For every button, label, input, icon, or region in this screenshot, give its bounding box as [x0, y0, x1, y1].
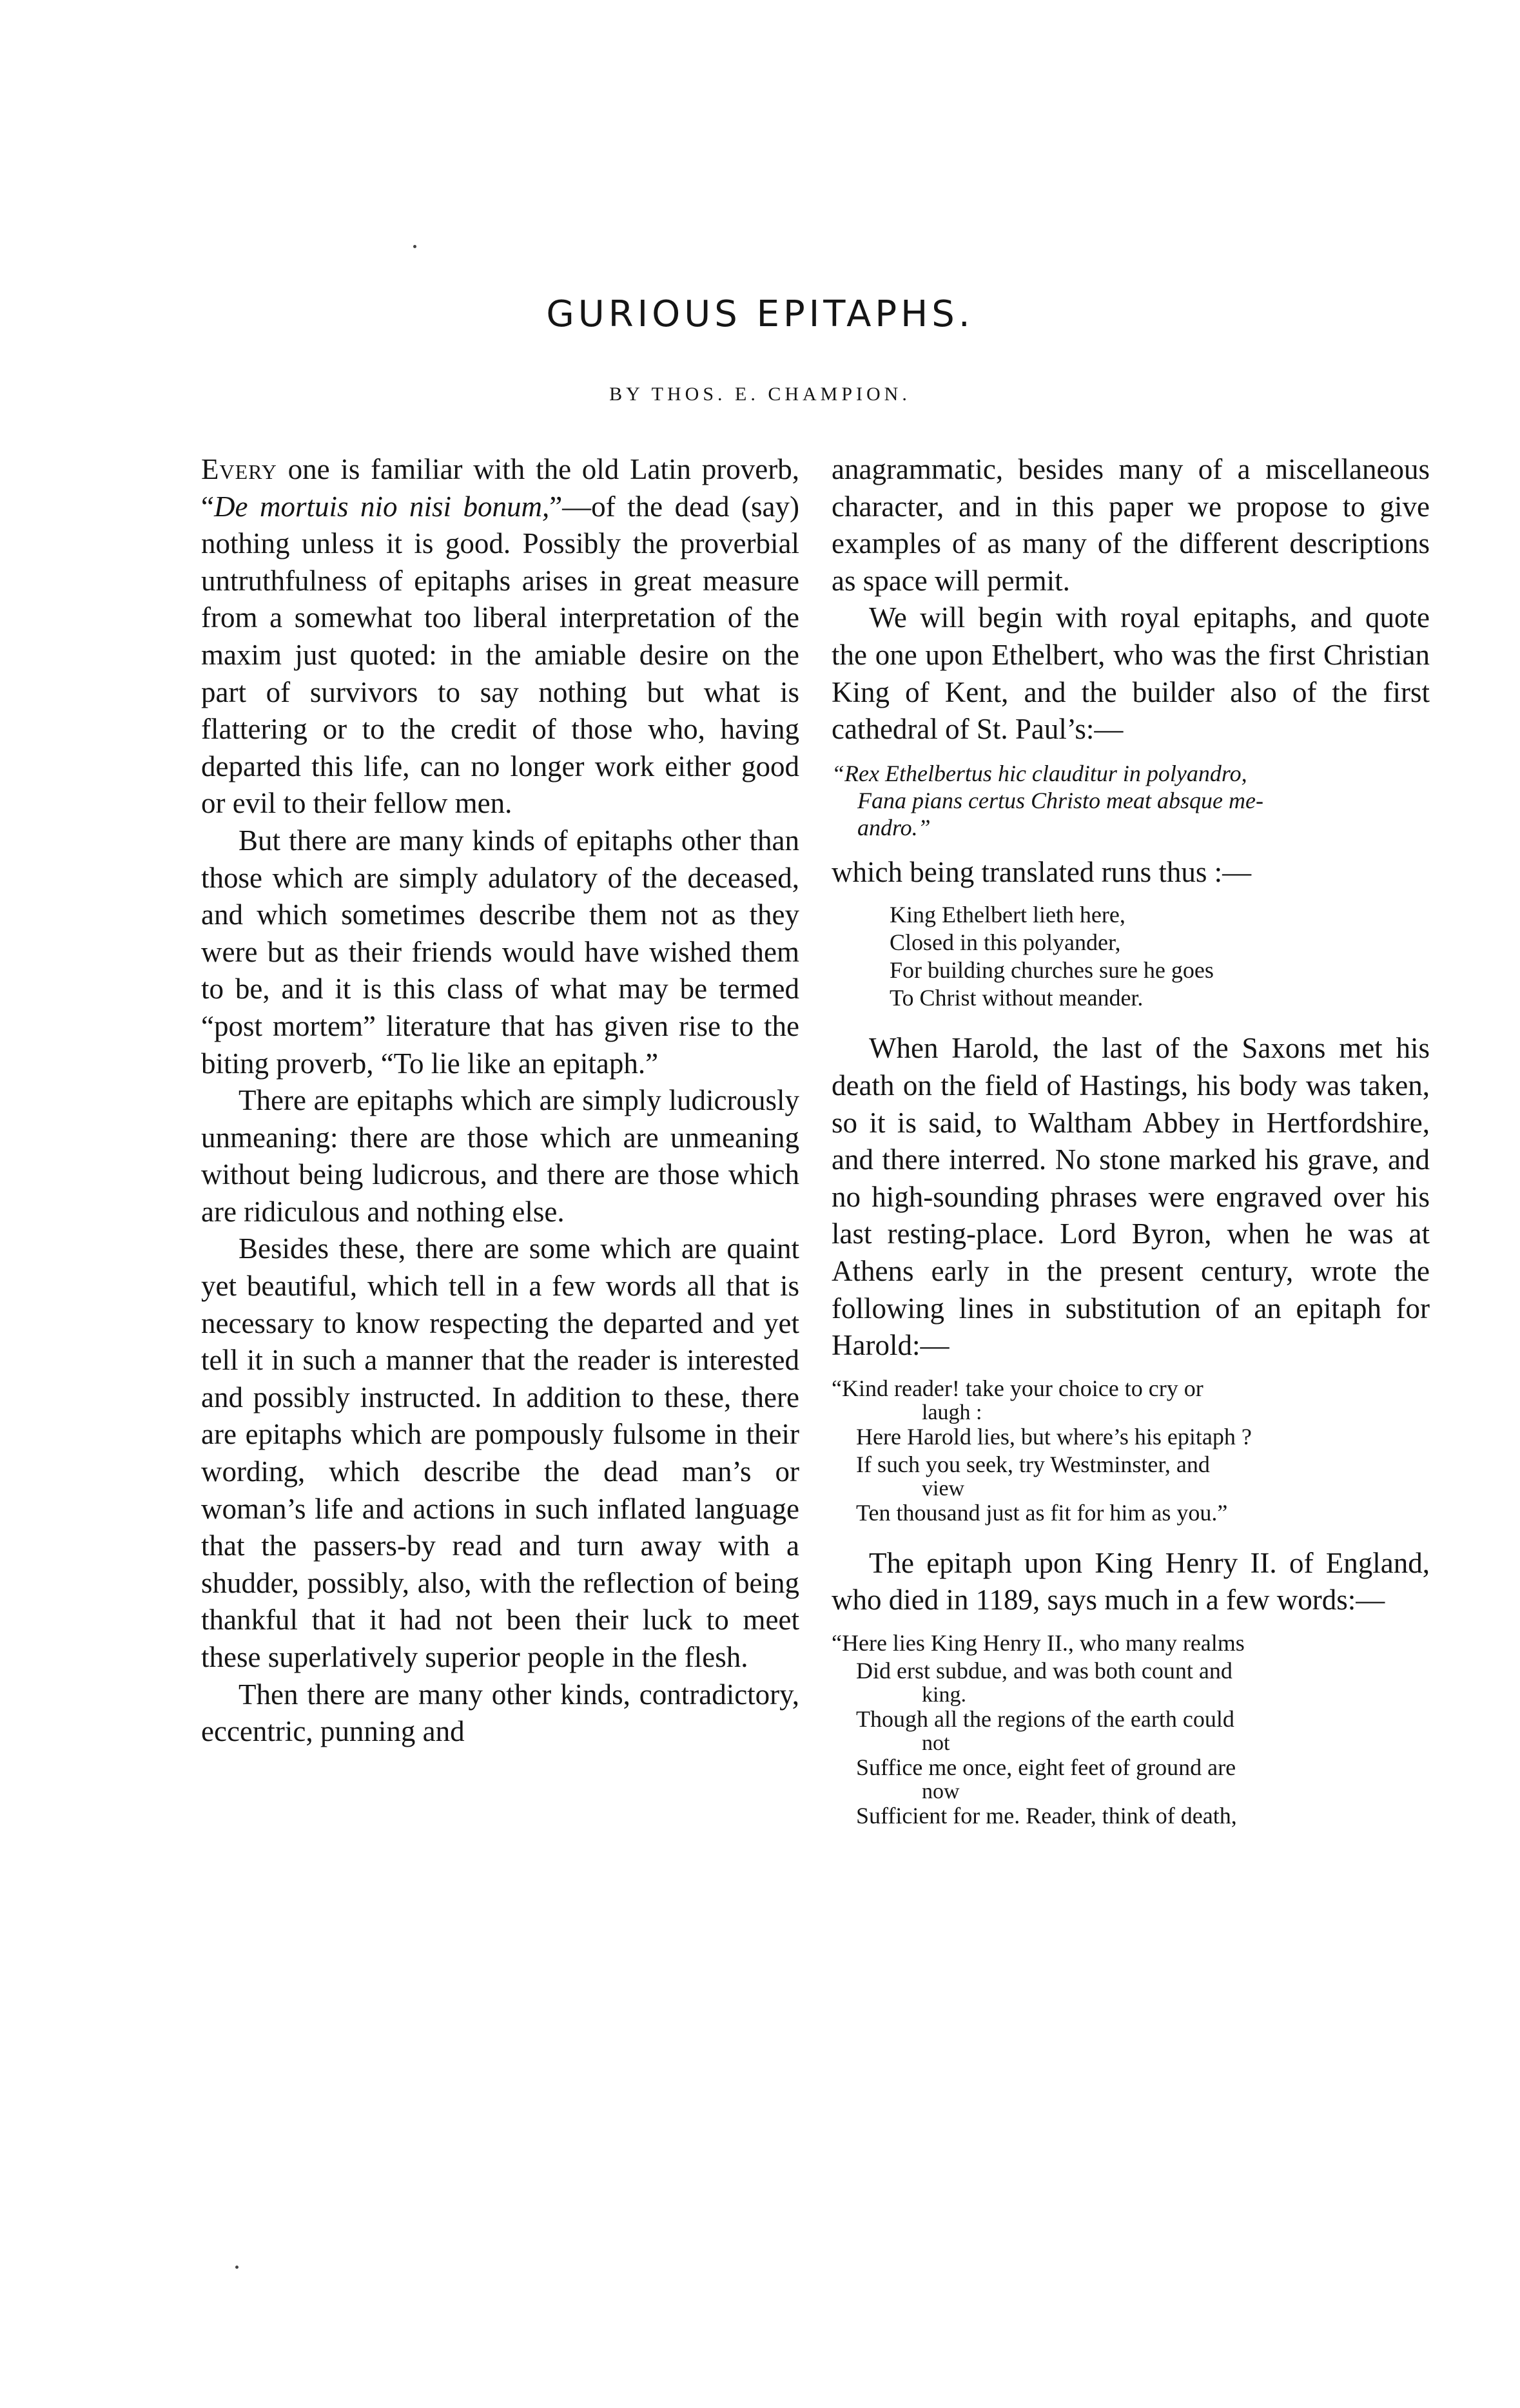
verse-line: Closed in this polyander, — [890, 929, 1121, 956]
paragraph: which being translated runs thus :— — [832, 855, 1252, 888]
verse-line: view — [922, 1476, 965, 1500]
verse-line: Suffice me once, eight feet of ground are — [856, 1754, 1236, 1780]
verse-ethelbert — [832, 901, 1430, 1012]
verse-line: Ten thousand just as fit for him as you.” — [856, 1499, 1228, 1526]
latin-line: Fana pians certus Christo meat absque me- — [857, 787, 1263, 813]
verse-line: not — [922, 1731, 950, 1755]
verse-line: laugh : — [922, 1400, 982, 1424]
paragraph-text: ”—of the dead (say) nothing unless it is good. Possibly the proverbial untruthfulness of epitaphs arises in great measure from a somewhat too liberal interpretation of the maxim just quoted: in the amiable desire on the part of survivors to say nothing but what is flattering or to the credit of those who, having departed this life, can no longer work either good or evil to their fellow men. — [201, 490, 799, 820]
latin-phrase: De mortuis nio nisi bonum, — [213, 490, 550, 523]
paragraph: anagrammatic, besides many of a miscellaneous character, and in this paper we propose to give examples of as many of the different descriptions as space will permit. — [832, 453, 1430, 597]
paragraph: But there are many kinds of epitaphs other than those which are simply adulatory of the deceased, and which sometimes describe them not as they were but as their friends would have wished them to be, and it is this class of what may be termed “post mortem” literature that has given rise to the biting proverb, “To lie like an epitaph.” — [201, 824, 799, 1080]
verse-line: Though all the regions of the earth could — [856, 1705, 1234, 1732]
article-title: GURIOUS EPITAPHS. — [546, 293, 974, 335]
paragraph-text: one is familiar with the old Latin proverb, “ — [201, 453, 799, 523]
latin-line: “Rex Ethelbertus hic clauditur in polyandro, — [832, 760, 1247, 786]
verse-line: To Christ without meander. — [890, 985, 1144, 1011]
stray-mark-top — [413, 245, 416, 248]
verse-line: “Kind reader! take your choice to cry or — [832, 1375, 1203, 1401]
right-column — [832, 451, 1430, 1848]
verse-line: “Here lies King Henry II., who many realms — [832, 1629, 1245, 1656]
verse-line: If such you seek, try Westminster, and — [856, 1451, 1210, 1477]
verse-line: now — [922, 1779, 960, 1803]
verse-line: King Ethelbert lieth here, — [890, 902, 1125, 928]
verse-line: Sufficient for me. Reader, think of death, — [856, 1802, 1237, 1829]
paragraph: The epitaph upon King Henry II. of England, who died in 1189, says much in a few words:— — [832, 1546, 1430, 1617]
paragraph: Then there are many other kinds, contradictory, eccentric, punning and — [201, 1678, 799, 1748]
verse-line: king. — [922, 1682, 966, 1707]
drop-word: Every — [201, 453, 277, 485]
byline: BY THOS. E. CHAMPION. — [609, 384, 911, 405]
verse-henry — [832, 1629, 1430, 1830]
latin-epitaph — [832, 760, 1430, 841]
paragraph — [201, 451, 799, 822]
verse-line: Did erst subdue, and was both count and — [856, 1657, 1233, 1684]
left-column — [201, 451, 799, 1751]
paragraph: Besides these, there are some which are quaint yet beautiful, which tell in a few words all that is necessary to know respecting the departed and yet tell it in such a manner that the reader is interested and possibly instructed. In addition to these, there are epitaphs which are pompously fulsome in their wording, which describe the dead man’s or woman’s life and actions in such inflated language that the passers-by read and turn away with a shudder, possibly, also, with the reflection of being thankful that it had not been their luck to meet these superlatively superior people in the flesh. — [201, 1232, 799, 1673]
paragraph: We will begin with royal epitaphs, and quote the one upon Ethelbert, who was the first Christian King of Kent, and the builder also of the first cathedral of St. Paul’s:— — [832, 601, 1430, 746]
stray-mark-bottom — [235, 2266, 239, 2269]
verse-line: For building churches sure he goes — [890, 957, 1214, 984]
paragraph: When Harold, the last of the Saxons met his death on the field of Hastings, his body was taken, so it is said, to Waltham Abbey in Hertfordshire, and there interred. No stone marked his grave, and no high-sounding phrases were engraved over his last resting-place. Lord Byron, when he was at Athens early in the present century, wrote the following lines in substitution of an epitaph for Harold:— — [832, 1032, 1430, 1362]
paragraph: There are epitaphs which are simply ludicrously unmeaning: there are those which are unmeaning without being ludicrous, and there are those which are ridiculous and nothing else. — [201, 1084, 799, 1228]
verse-byron — [832, 1375, 1430, 1527]
verse-line: Here Harold lies, but where’s his epitaph ? — [856, 1423, 1252, 1450]
latin-line: andro.” — [857, 814, 931, 840]
